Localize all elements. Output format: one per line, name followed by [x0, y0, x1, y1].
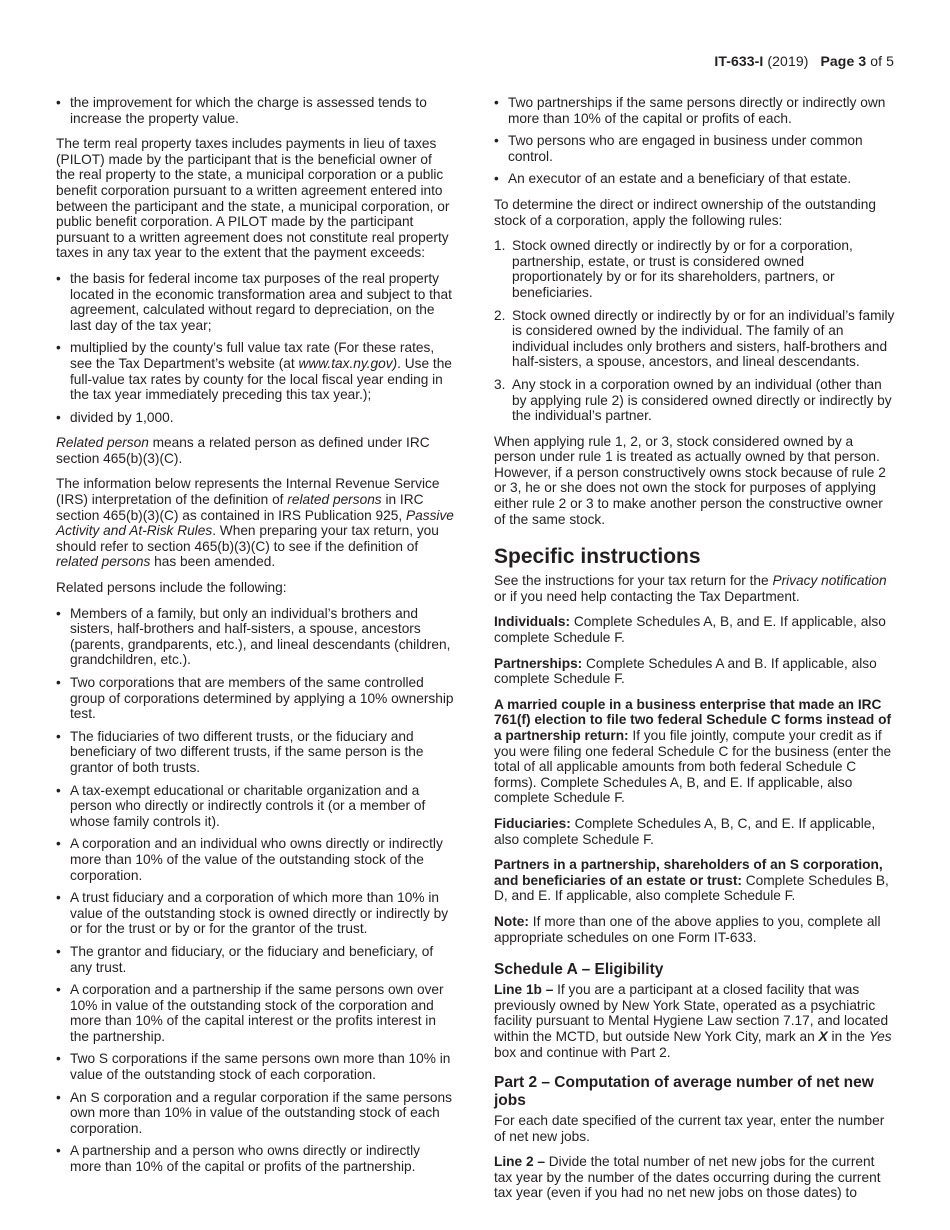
specific-intro: See the instructions for your tax return for the Privacy notification or if you need help contacting the Tax Department.	[494, 573, 887, 604]
irs-info-paragraph: The information below represents the Internal Revenue Service (IRS) interpretation of the definition of related persons in IRC section 465(b)(3)(C) as contained in IRS Publication 925, Passive Activity and At-Risk Rules. When preparing your tax return, you should refer to section 465(b)(3)(C) to see if the definition of related persons has been amended.	[56, 476, 454, 570]
right-column	[494, 95, 896, 1211]
pilot-list	[56, 271, 454, 425]
part-2-intro: For each date specified of the current tax year, enter the number of net new jobs.	[494, 1113, 885, 1144]
list-item: • Members of a family, but only an individual’s brothers and sisters, half-brothers and half-sisters, a spouse, ancestors (parents, grandparents, etc.), and lineal descendants (children, grandchildren, etc.).	[56, 606, 454, 668]
list-item: • An executor of an estate and a beneficiary of that estate.	[494, 171, 896, 187]
part-2-heading: Part 2 – Computation of average number of net new jobs	[494, 1074, 874, 1110]
schedule-a-heading: Schedule A – Eligibility	[494, 961, 664, 979]
page-word: Page	[820, 53, 855, 69]
ownership-intro: To determine the direct or indirect ownership of the outstanding stock of a corporation, apply the following rules:	[494, 196, 876, 228]
rule-item: 3. Any stock in a corporation owned by an individual (other than by applying rule 2) is considered owned directly or indirectly by the individual’s partner.	[494, 376, 892, 424]
partnerships-paragraph: Partnerships: Complete Schedules A and B. If applicable, also complete Schedule F.	[494, 655, 877, 687]
list-item: • The grantor and fiduciary, or the fiduciary and beneficiary, of any trust.	[56, 944, 454, 975]
rule-number: 1.	[494, 238, 506, 254]
rule-number: 2.	[494, 307, 506, 323]
list-item: • Two S corporations if the same persons own more than 10% in value of the outstanding stock of each corporation.	[56, 1051, 454, 1082]
line-2-paragraph: Line 2 – Divide the total number of net new jobs for the current tax year by the number of the dates occurring during the current tax year (even if you had no net new jobs on those dates) to	[494, 1154, 881, 1201]
list-item: • the improvement for which the charge is assessed tends to increase the property value.	[56, 95, 454, 126]
rule-number: 3.	[494, 376, 506, 392]
list-item: • A tax-exempt educational or charitable organization and a person who directly or indirectly controls it (or a member of whose family controls it).	[56, 783, 454, 830]
specific-instructions-heading: Specific instructions	[494, 545, 701, 569]
related-persons-list	[56, 606, 454, 1175]
list-item: • divided by 1,000.	[56, 410, 454, 426]
fiduciaries-paragraph: Fiduciaries: Complete Schedules A, B, C, and E. If applicable, also complete Schedule F.	[494, 815, 876, 847]
list-item: • A corporation and a partnership if the same persons own over 10% in value of the outstanding stock of the corporation and more than 10% of the capital interest or the profits interest in the partnership.	[56, 982, 454, 1044]
form-year: (2019)	[767, 53, 809, 69]
pilot-paragraph: The term real property taxes includes payments in lieu of taxes (PILOT) made by the participant that is the beneficial owner of the real property to the state, a municipal corporation or a public benefit corporation pursuant to a written agreement entered into between the participant and the state, a municipal corporation, or public benefit corporation. A PILOT made by the participant pursuant to a written agreement does not constitute real property taxes in any tax year to the extent that the payment exceeds:	[56, 136, 450, 261]
pilot-b2-post: . Use the full-value tax rates by county for the local fiscal year ending in the tax year immediately preceding this tax year.);	[70, 355, 452, 403]
list-item: • A corporation and an individual who owns directly or indirectly more than 10% of the value of the outstanding stock of the corporation.	[56, 836, 454, 883]
x-mark: X	[818, 1028, 828, 1044]
rules-paragraph: When applying rule 1, 2, or 3, stock considered owned by a person under rule 1 is treated as actually owned by that person. However, if a person constructively owns stock because of rule 2 or 3, he or she does not own the stock for purposes of applying either rule 2 or 3 to make another person the constructive owner of the same stock.	[494, 433, 886, 527]
partners-paragraph: Partners in a partnership, shareholders of an S corporation, and beneficiaries of an estate or trust: Complete Schedules B, D, and E. If applicable, also complete Schedule F.	[494, 857, 889, 904]
list-item: • Two corporations that are members of the same controlled group of corporations determined by applying a 10% ownership test.	[56, 675, 454, 722]
left-column	[56, 95, 454, 1185]
pilot-b2-pre: multiplied by the county’s full value tax rate (For these rates, see the Tax Department’s website (at	[70, 340, 435, 371]
list-item: • A partnership and a person who owns directly or indirectly more than 10% of the capital or profits of the partnership.	[56, 1143, 454, 1174]
tax-website-link[interactable]: www.tax.ny.gov)	[298, 355, 398, 371]
related-persons-intro: Related persons include the following:	[56, 580, 287, 596]
form-id: IT-633-I	[714, 53, 764, 69]
page-total: of 5	[870, 53, 894, 69]
bullet-list-top	[56, 95, 454, 126]
related-person-definition: Related person means a related person as defined under IRC section 465(b)(3)(C).	[56, 435, 430, 466]
related-persons-list-continued	[494, 95, 896, 187]
list-item	[56, 340, 454, 402]
related-person-term: Related person	[56, 435, 149, 451]
married-couple-paragraph: A married couple in a business enterprise that made an IRC 761(f) election to file two federal Schedule C forms instead of a partnership return: If you file jointly, compute your credit as if you were filing one federal Schedule C for the business (enter the total of all applicable amounts from both federal Schedule C forms). Complete Schedules A, B, and E. If applicable, also complete Schedule F.	[494, 696, 892, 806]
list-item: • An S corporation and a regular corporation if the same persons own more than 10% in value of the outstanding stock of each corporation.	[56, 1090, 454, 1137]
list-item: • The fiduciaries of two different trusts, or the fiduciary and beneficiary of two different trusts, if the same person is the grantor of both trusts.	[56, 729, 454, 776]
line-1b-paragraph: Line 1b – If you are a participant at a closed facility that was previously owned by New York State, operated as a psychiatric facility pursuant to Mental Hygiene Law section 7.17, and located within the MCTD, but outside New York City, mark an X in the Yes box and continue with Part 2.	[494, 982, 892, 1060]
note-paragraph: Note: If more than one of the above applies to you, complete all appropriate schedules on one Form IT-633.	[494, 913, 881, 945]
rule-item: 1. Stock owned directly or indirectly by or for a corporation, partnership, estate, or trust is considered owned proportionately by or for its shareholders, partners, or beneficiaries.	[494, 238, 853, 300]
individuals-paragraph: Individuals: Complete Schedules A, B, and E. If applicable, also complete Schedule F.	[494, 614, 886, 646]
ownership-rules-list	[494, 238, 896, 424]
list-item: • Two persons who are engaged in business under common control.	[494, 133, 896, 164]
list-item: • the basis for federal income tax purposes of the real property located in the economic transformation area and subject to that agreement, calculated without regard to depreciation, on the last day of the tax year;	[56, 271, 454, 333]
page-header	[714, 53, 894, 69]
list-item: • Two partnerships if the same persons directly or indirectly own more than 10% of the capital or profits of each.	[494, 95, 896, 126]
rule-item: 2. Stock owned directly or indirectly by or for an individual’s family is considered owned by the individual. The family of an individual includes only brothers and sisters, half-brothers and half-sisters, a spouse, ancestors, and lineal descendants.	[494, 307, 895, 370]
list-item: • A trust fiduciary and a corporation of which more than 10% in value of the outstanding stock is owned directly or indirectly by or for the trust or by or for the grantor of the trust.	[56, 890, 454, 937]
page-number: 3	[858, 53, 867, 69]
